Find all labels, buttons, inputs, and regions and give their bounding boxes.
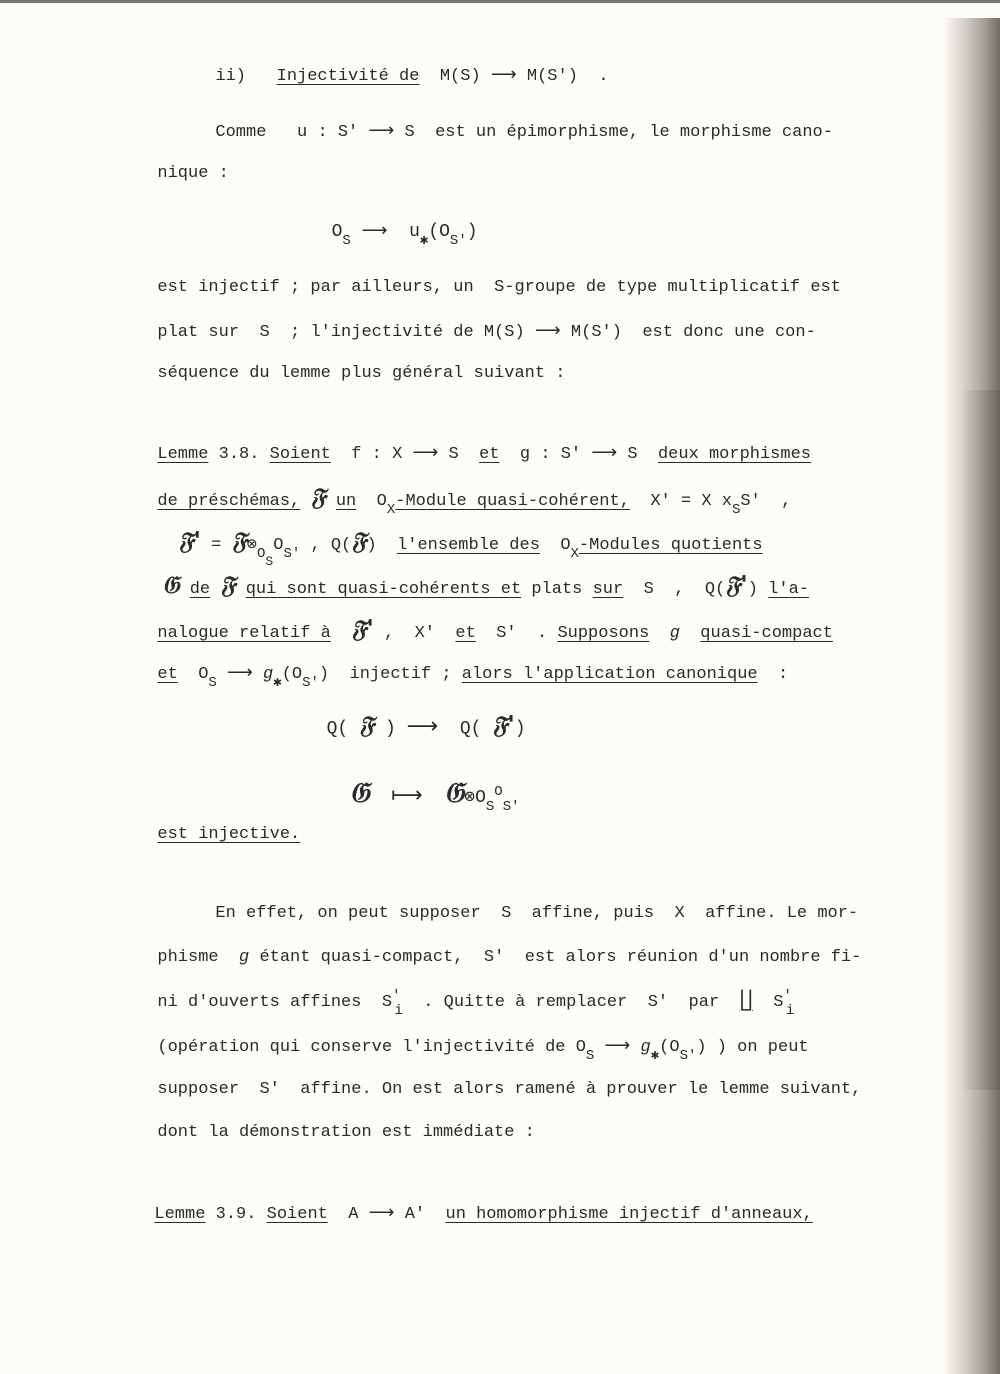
superscript: O [494, 784, 503, 800]
subscript: S' [302, 675, 319, 691]
lemma38-line1 [137, 420, 811, 466]
math-q: Q( [326, 719, 349, 739]
text: Soient [269, 445, 331, 464]
tensor-icon: ⊗ [246, 536, 258, 555]
math-s: S [448, 445, 459, 464]
scan-shadow-edge-dark [960, 390, 1000, 1090]
equation-1 [310, 198, 478, 249]
text: Supposons [557, 624, 650, 643]
math-o: O [376, 492, 387, 511]
text: est donc une con- [642, 323, 816, 342]
text: ; l'injectivité de [290, 323, 474, 342]
para2-line3 [137, 341, 565, 385]
heading-title: Injectivité de [276, 67, 420, 86]
math-o: O [273, 536, 284, 555]
text: étant quasi-compact, [259, 948, 464, 967]
fraktur-f: 𝔉 [231, 526, 247, 555]
math-q: Q( [330, 536, 352, 555]
lemma38-line3 [158, 508, 763, 569]
fraktur-f: 𝔉 [310, 482, 326, 511]
fraktur-g: 𝔊 [349, 776, 370, 809]
text: plat sur [157, 323, 240, 342]
fraktur-f-prime: 𝔉' [725, 570, 748, 599]
math-o: O [575, 1038, 586, 1057]
fraktur-f: 𝔉 [359, 710, 375, 739]
subscript: S' [502, 799, 520, 815]
para1-line2 [137, 141, 229, 185]
text: nalogue relatif à [157, 624, 331, 643]
math-s-prime: S' [496, 624, 517, 643]
scan-top-border [0, 0, 1000, 3]
text: est injective. [157, 825, 301, 844]
subscript: S [731, 502, 741, 518]
subscript: X [570, 546, 579, 562]
math-o: O [560, 536, 571, 555]
text: qui sont quasi-cohérents et [245, 580, 522, 599]
para3-line1 [195, 881, 858, 925]
fraktur-g: 𝔊 [162, 570, 180, 599]
math-a-prime: A' [404, 1205, 426, 1224]
arrow-icon: ⟶ [591, 442, 618, 463]
subscript: i [785, 1003, 795, 1019]
arrow-icon: ⟶ [361, 220, 388, 241]
text: ) on peut [716, 1038, 809, 1057]
lemma38-conclusion [137, 802, 300, 846]
long-arrow-icon: ⟶ [406, 714, 439, 739]
paren: ) [514, 719, 526, 739]
text: séquence du lemme plus général suivant : [157, 364, 566, 383]
superscript: ' [783, 988, 792, 1004]
subscript: S [585, 1048, 595, 1064]
text: quasi-compact [700, 624, 833, 643]
equation-2 [305, 692, 526, 740]
math-s: S [381, 993, 393, 1012]
math-s: S [259, 323, 270, 342]
paren: ) [318, 665, 330, 684]
lemma-label: Lemme [157, 445, 209, 464]
para2-line2 [137, 298, 816, 344]
paren: ) [747, 580, 758, 599]
para3-line3 [137, 968, 795, 1019]
text: par [688, 993, 720, 1012]
math-s-prime: S' [483, 948, 505, 967]
lemma38-line2 [137, 464, 792, 518]
text: ni d'ouverts affines [157, 993, 362, 1012]
text: injectif ; [349, 665, 452, 684]
star-icon: ✱ [273, 675, 282, 691]
text: affine. Le mor- [705, 904, 859, 923]
text: affine. On est alors ramené à prouver le lemme suivant, [300, 1080, 862, 1099]
paren: ) [385, 719, 396, 739]
text: S-groupe de type multiplicatif est [494, 278, 841, 297]
fraktur-f-prime: 𝔉' [178, 526, 201, 555]
math-msp: M(S') [570, 323, 622, 342]
text: de préschémas, [157, 492, 301, 511]
arrow-icon: ⟶ [412, 442, 439, 463]
math-s-prime: S' [337, 123, 359, 142]
text: supposer [157, 1080, 240, 1099]
subscript: O [257, 546, 266, 562]
fraktur-f: 𝔉 [220, 570, 236, 599]
text: = [211, 536, 222, 555]
text: l'ensemble des [397, 536, 540, 555]
para3-line5 [137, 1057, 861, 1101]
lemma-label: Lemme [154, 1205, 206, 1224]
math-a: A [348, 1205, 359, 1224]
heading-number: ii) [215, 67, 247, 86]
math-x: X [674, 904, 685, 923]
math-s-prime: S' [259, 1080, 280, 1099]
equation-3 [328, 760, 520, 815]
text: et [479, 445, 500, 464]
text: dont la démonstration est immédiate : [157, 1123, 535, 1142]
fraktur-f-prime: 𝔉' [351, 614, 374, 643]
text: et [157, 665, 178, 684]
math-x-prime: X' [414, 624, 436, 643]
text: alors l'application canonique [461, 665, 758, 684]
text: , [310, 536, 321, 555]
math-g: g : S' [519, 445, 582, 464]
text: est injectif ; par ailleurs, un [157, 278, 474, 297]
text: -Modules quotients [578, 536, 763, 555]
math-u: u [297, 123, 308, 142]
text: , [674, 580, 685, 599]
section-heading [195, 42, 609, 88]
subscript: S' [449, 233, 467, 249]
para3-line2 [137, 925, 861, 969]
para3-line4 [137, 1013, 809, 1064]
lemma-number: 3.8. [218, 445, 260, 464]
math-u: u [409, 222, 420, 242]
text: , [781, 492, 792, 511]
arrow-icon: ⟶ [604, 1035, 631, 1056]
fraktur-g: 𝔊 [444, 776, 465, 809]
math-s: S [404, 123, 415, 142]
fraktur-f-prime: 𝔉' [492, 710, 515, 739]
math-s: S [773, 993, 784, 1012]
math-s: S [627, 445, 638, 464]
text: . [537, 624, 548, 643]
math-o: O [475, 788, 486, 808]
subscript: i [394, 1003, 403, 1019]
lemma-number: 3.9. [215, 1205, 257, 1224]
subscript: S' [679, 1048, 697, 1064]
text: , [384, 624, 395, 643]
math-f: f : X [351, 445, 403, 464]
text: est un épimorphisme, le morphisme cano- [435, 123, 833, 142]
paren: ) [696, 1038, 707, 1057]
lemma38-line6 [137, 640, 789, 691]
math-s-prime: S' [647, 993, 669, 1012]
text: . Quitte à remplacer [423, 993, 628, 1012]
math-s: S [643, 580, 654, 599]
text: plats [531, 580, 583, 599]
text: sur [592, 580, 624, 599]
math-o: (O [428, 222, 450, 242]
para3-line6 [137, 1100, 535, 1144]
text: l'a- [768, 580, 809, 599]
lemma39-line1 [134, 1180, 813, 1226]
lemma38-line5 [137, 596, 833, 645]
text: un [335, 492, 357, 511]
fraktur-f: 𝔉 [351, 526, 367, 555]
arrow-icon: ⟶ [534, 320, 561, 341]
arrow-icon: ⟶ [368, 1202, 395, 1223]
text: : [317, 123, 328, 142]
math-g: g [239, 948, 250, 967]
math-g: g [669, 624, 680, 643]
math-o: O [198, 665, 209, 684]
subscript: S [265, 554, 274, 569]
subscript: X [386, 502, 396, 518]
arrow-icon: ⟶ [227, 662, 253, 683]
paren: ) [366, 536, 377, 555]
text: : [778, 665, 789, 684]
subscript: S [208, 675, 217, 691]
math-g: g [263, 665, 274, 684]
arrow-icon: ⟶ [368, 120, 395, 141]
math-q: Q( [459, 719, 482, 739]
text: un homomorphisme injectif d'anneaux, [445, 1205, 813, 1224]
subscript: S [485, 799, 495, 815]
text: deux morphismes [657, 445, 811, 464]
text: et [455, 624, 476, 643]
star-icon: ✱ [650, 1048, 660, 1064]
arrow-icon: ⟶ [490, 64, 517, 85]
heading-msp: M(S') [526, 67, 578, 86]
math-o: (O [659, 1038, 680, 1057]
text: phisme [157, 948, 219, 967]
text: Comme [215, 123, 267, 142]
star-icon: ✱ [419, 233, 429, 249]
paren: ) [466, 222, 478, 242]
superscript: ' [392, 988, 401, 1004]
math-o: (O [281, 665, 303, 684]
text: En effet, on peut supposer [215, 904, 481, 923]
lemma38-line4 [142, 552, 809, 601]
heading-dot: . [598, 67, 609, 86]
heading-ms: M(S) [439, 67, 481, 86]
text: affine, puis [531, 904, 655, 923]
math-g: g [640, 1038, 651, 1057]
math-q: Q( [704, 580, 726, 599]
text: (opération qui conserve l'injectivité de [157, 1038, 566, 1057]
tensor-icon: ⊗ [464, 788, 476, 808]
coproduct-icon: ∐ [739, 988, 753, 1013]
para2-line1 [137, 255, 841, 299]
math-fibre: X' = X x [650, 492, 732, 511]
math-ms: M(S) [483, 323, 525, 342]
math-o: O [331, 222, 343, 242]
para1-line1 [195, 98, 833, 144]
math-s: S [501, 904, 512, 923]
subscript: S' [283, 546, 301, 562]
text: -Module quasi-cohérent, [395, 492, 630, 511]
subscript: S [342, 233, 351, 249]
maps-to-arrow-icon: ⟼ [391, 783, 423, 808]
math-s-prime: S' [740, 492, 761, 511]
text: de [189, 580, 211, 599]
text: nique : [157, 164, 229, 183]
text: est alors réunion d'un nombre fi- [524, 948, 862, 967]
text: Soient [266, 1205, 328, 1224]
